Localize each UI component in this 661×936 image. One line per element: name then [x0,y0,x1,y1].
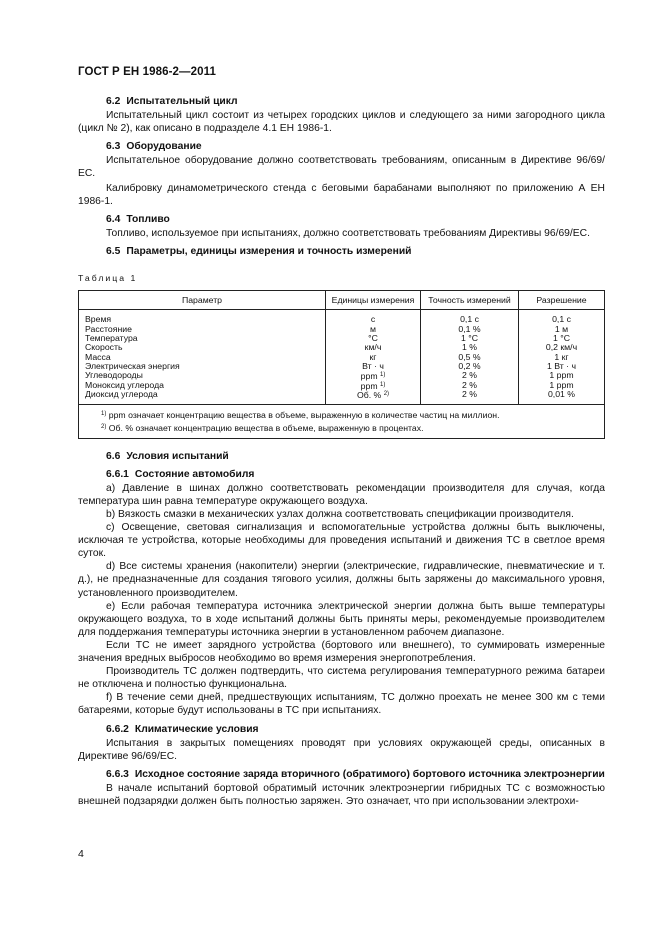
section-number: 6.6.3 [106,768,129,780]
table-cell: 1 % [462,342,477,353]
list-item-d: d) Все системы хранения (накопители) энергии (электрические, гидравлические, пневматические и т. д.), не предназначенные для создания тягового усилия, должны быть заряжены до максимального уровня, установленного производителем. [78,561,605,599]
table-cell: Скорость [85,342,123,353]
page-number: 4 [78,848,84,860]
table-note [85,408,598,421]
section-heading-6-3 [106,140,605,153]
section-heading-6-5 [106,245,605,258]
table-cell: Время [85,314,112,325]
table-notes-row [79,404,605,438]
section-title: Исходное состояние заряда вторичного (обратимого) бортового источника электроэнергии [134,768,605,780]
table-cell: 1 кг [554,351,569,362]
table-caption: Таблица 1 [78,273,138,284]
table-cell [326,381,420,390]
section-heading-6-4 [106,213,605,226]
table-cell: Углеводороды [85,370,143,381]
unit-text: ppm [360,371,378,382]
paragraph: Топливо, используемое при испытаниях, должно соответствовать требованиям Директивы 96/69/ЕС. [106,227,590,239]
note-text: Об. % означает концентрацию вещества в объеме, выраженную в процентах. [108,422,424,433]
section-heading-6-6-1 [106,468,605,481]
footnote-mark: 1) [101,410,107,417]
unit-text: ppm [360,380,378,391]
paragraph: Испытательное оборудование должно соответствовать требованиям, описанным в Директиве 96/69/ЕС. [78,155,605,180]
section-number: 6.6.1 [106,468,129,480]
table-cell: 0,01 % [547,389,576,400]
section-title: Состояние автомобиля [134,468,255,480]
column-header-units: Единицы измерения [326,291,421,310]
table-cell: 1 м [554,323,569,334]
list-item-a: a) Давление в шинах должно соответствовать рекомендации производителя для случая, когда температура шин равна температуре окружающего воздуха. [78,482,605,507]
footnote-mark: 1) [379,372,386,379]
table-cell: км/ч [364,342,382,353]
table-cell: 2 % [462,379,477,390]
section-heading-6-6 [106,450,605,463]
table-cell [326,371,420,380]
paragraph: Если ТС не имеет зарядного устройства (бортового или внешнего), то суммировать измеренные значения вредных выбросов необходимо во время измерения энергопотребления. [78,639,605,665]
table-cell: кг [369,351,377,362]
section-heading-6-6-2 [106,723,605,736]
paragraph: Калибровку динамометрического стенда с беговыми барабанами выполняют по приложению А ЕН 1986-1. [78,182,605,207]
section-number: 6.5 [106,245,121,257]
table-notes [79,404,605,438]
table-header-row [79,291,605,310]
table-cell [326,390,420,399]
section-heading-6-2 [106,95,605,108]
table-cell: 0,1 % [458,323,481,334]
footnote-mark: 2) [383,391,390,398]
units-column [326,310,421,405]
table-cell: 2 % [462,389,477,400]
table-cell: с [370,314,376,325]
table-cell: 1 °С [461,332,478,343]
column-header-accuracy: Точность измерений [421,291,519,310]
unit-text: Об. % [356,390,382,401]
table-cell: 0,2 % [458,361,481,372]
section-heading-6-6-3 [78,768,605,781]
resolution-column [519,310,605,405]
table-cell: Электрическая энергия [85,361,180,372]
parameters-table [78,290,605,439]
table-cell: Диоксид углерода [85,389,158,400]
section-title: Климатические условия [134,723,259,735]
page-content [78,95,605,808]
column-header-parameter: Параметр [79,291,326,310]
table-cell: 1 ppm [549,370,574,381]
section-number: 6.2 [106,96,121,107]
table-cell: 0,2 км/ч [545,342,578,353]
table-body-row [79,310,605,405]
accuracy-column [421,310,519,405]
table-cell: Моноксид углерода [85,379,164,390]
footnote-mark: 1) [379,381,386,388]
table-note [85,421,598,434]
paragraph: Испытания в закрытых помещениях проводят при условиях окружающей среды, описанных в Директиве 96/69/ЕС. [78,737,605,762]
list-item-e: e) Если рабочая температура источника электрической энергии должна быть выше температуры окружающего воздуха, то в ходе испытаний должны быть приняты меры, рекомендуемые производителем для поддержания температуры источника энергии в установленном рабочем диапазоне. [78,600,605,638]
table-cell: 1 °С [553,332,570,343]
footnote-mark: 2) [101,423,107,430]
section-title: Испытательный цикл [126,96,238,107]
list-item-c: c) Освещение, световая сигнализация и вспомогательные устройства должны быть выключены, исключая те устройства, которые необходимы для проведения испытаний и движения ТС в светлое время суток. [78,522,605,560]
section-number: 6.4 [106,213,121,225]
section-title: Параметры, единицы измерения и точность измерений [126,245,412,257]
section-title: Условия испытаний [126,450,229,462]
note-text: ppm означает концентрацию вещества в объеме, выраженную в количестве частиц на миллион. [108,409,500,420]
table-cell: 1 ppm [549,379,574,390]
list-item-b: b) Вязкость смазки в механических узлах должна соответствовать спецификации производителя. [106,509,574,521]
table-cell: Вт · ч [362,361,384,372]
section-title: Оборудование [126,141,202,153]
section-title: Топливо [126,213,170,225]
list-item-f: f) В течение семи дней, предшествующих испытаниям, ТС должно проехать не менее 300 км с теми батареями, которые будут использованы в ТС при испытаниях. [78,692,605,717]
table-cell: 0,1 с [460,314,479,325]
table-cell: 2 % [462,370,477,381]
table-cell: 1 Вт · ч [547,361,576,372]
paragraph: Производитель ТС должен подтвердить, что система регулирования температурного режима батареи не отключена и полностью функциональна. [78,666,605,691]
section-number: 6.6.2 [106,723,129,735]
document-header: ГОСТ Р ЕН 1986-2—2011 [78,66,216,78]
paragraph: Испытательный цикл состоит из четырех городских циклов и следующего за ними загородного цикла (цикл № 2), как описано в подразделе 4.1 ЕН 1986-1. [78,110,605,135]
parameter-column [79,310,326,405]
paragraph: В начале испытаний бортовой обратимый источник электроэнергии гибридных ТС с возможностью внешней подзарядки должен быть полностью заряжен. Это означает, что при использовании электрохи- [78,782,605,807]
table-cell: Расстояние [85,323,132,334]
section-number: 6.6 [106,450,121,462]
column-header-resolution: Разрешение [519,291,605,310]
section-number: 6.3 [106,141,121,153]
table-cell: 0,5 % [458,351,481,362]
table-cell: Масса [85,351,111,362]
table-cell: °С [368,332,378,343]
table-cell: м [370,323,376,334]
table-cell: 0,1 с [552,314,571,325]
table-cell: Температура [85,332,138,343]
